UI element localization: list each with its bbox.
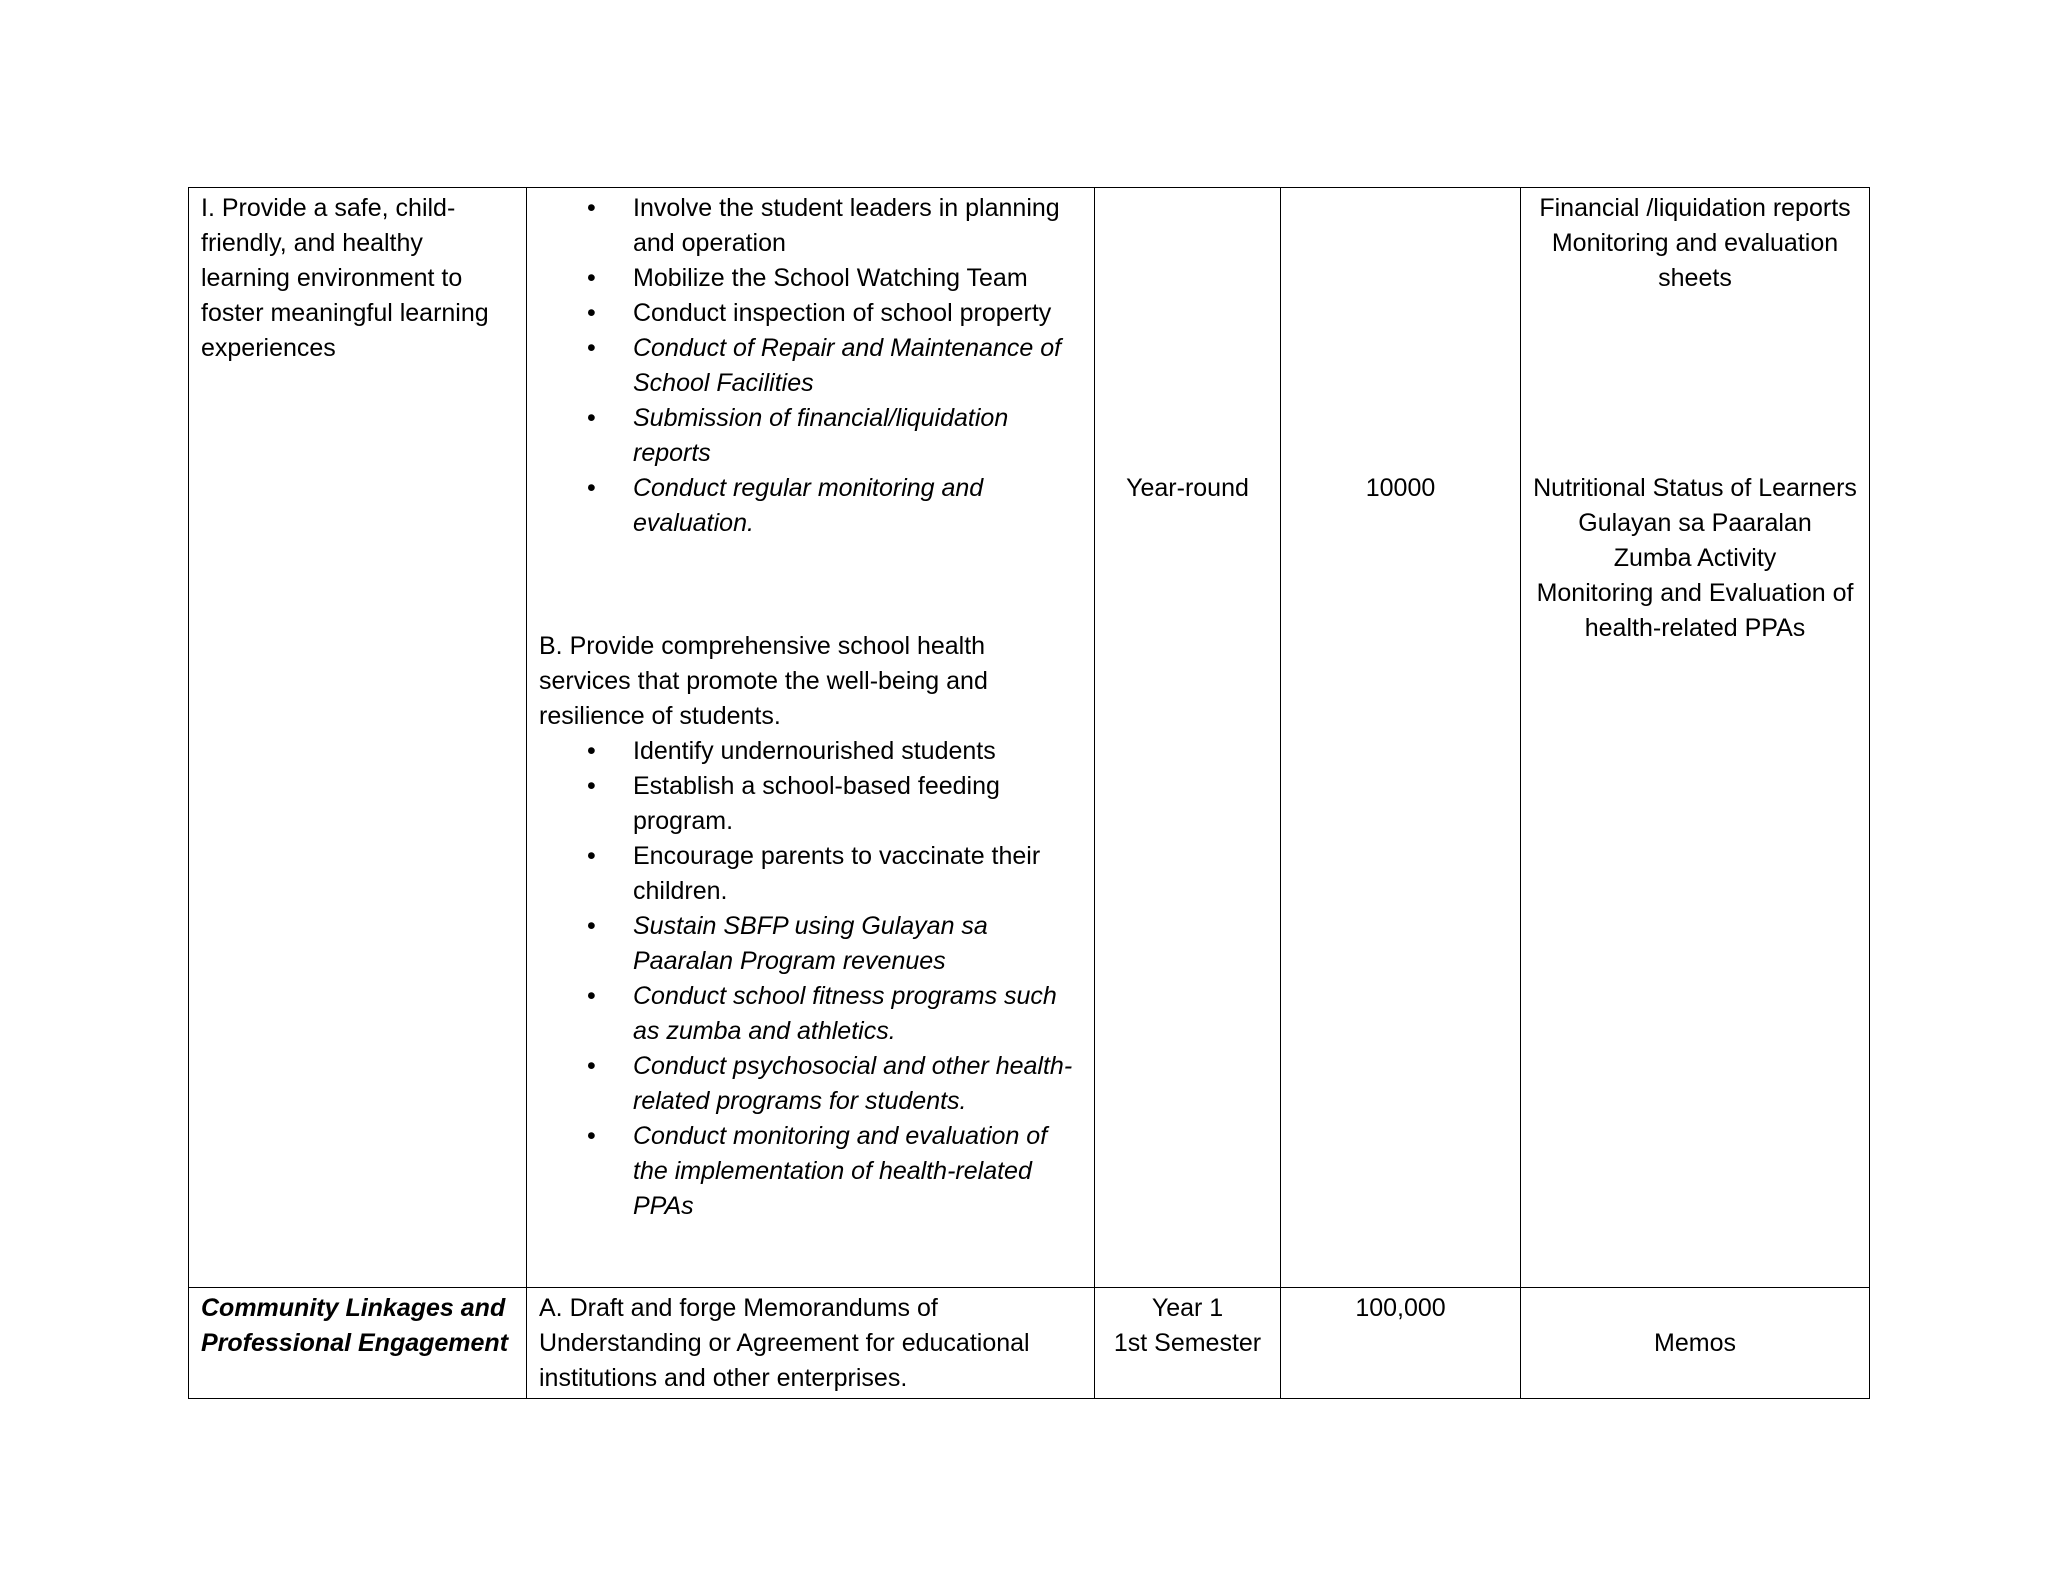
objective-text: I. Provide a safe, child-friendly, and healthy learning environment to foster meaningful learning experiences <box>201 194 489 362</box>
mov-item: Monitoring and evaluation sheets <box>1551 229 1839 292</box>
bullet-icon: • <box>587 772 596 800</box>
list-item: • Conduct inspection of school property <box>539 296 1082 331</box>
list-item: • Sustain SBFP using Gulayan sa Paaralan Program revenues <box>539 909 1082 979</box>
bullet-icon: • <box>587 982 596 1010</box>
mov-item: Monitoring and Evaluation of health-related PPAs <box>1536 579 1854 642</box>
mov-cell <box>1521 1288 1870 1399</box>
budget-value: 10000 <box>1365 474 1436 502</box>
list-item: • Conduct school fitness programs such as zumba and athletics. <box>539 979 1082 1049</box>
activities-cell <box>527 1288 1095 1399</box>
objective-text: Community Linkages and Professional Engagement <box>201 1294 509 1357</box>
bullet-icon: • <box>587 264 596 292</box>
activities-b-heading: B. Provide comprehensive school health services that promote the well-being and resilience of students. <box>539 632 988 730</box>
list-item: • Mobilize the School Watching Team <box>539 261 1082 296</box>
bullet-icon: • <box>587 912 596 940</box>
mov-item: Financial /liquidation reports <box>1539 194 1851 222</box>
activities-list-a <box>539 191 1082 541</box>
activities-list-b <box>539 734 1082 1224</box>
budget-value: 100,000 <box>1355 1294 1446 1322</box>
activities-cell <box>527 188 1095 1288</box>
mov-item: Nutritional Status of Learners <box>1533 474 1857 502</box>
objective-cell <box>189 188 527 1288</box>
budget-cell <box>1281 188 1521 1288</box>
table-row <box>189 1288 1870 1399</box>
bullet-icon: • <box>587 194 596 222</box>
time-frame-cell <box>1095 1288 1281 1399</box>
bullet-icon: • <box>587 299 596 327</box>
list-item: • Conduct monitoring and evaluation of the implementation of health-related PPAs <box>539 1119 1082 1224</box>
mov-item: Gulayan sa Paaralan <box>1578 509 1812 537</box>
mov-item: Zumba Activity <box>1613 544 1777 572</box>
time-frame-cell <box>1095 188 1281 1288</box>
activity-text: A. Draft and forge Memorandums of Understanding or Agreement for educational institutions and other enterprises. <box>539 1294 1030 1392</box>
time-frame-line: Year 1 <box>1151 1294 1224 1322</box>
list-item: • Submission of financial/liquidation reports <box>539 401 1082 471</box>
bullet-icon: • <box>587 842 596 870</box>
list-item: • Involve the student leaders in planning and operation <box>539 191 1082 261</box>
bullet-icon: • <box>587 334 596 362</box>
time-frame-value: Year-round <box>1126 474 1249 502</box>
list-item: • Establish a school-based feeding program. <box>539 769 1082 839</box>
mov-item: Memos <box>1654 1329 1736 1357</box>
bullet-icon: • <box>587 404 596 432</box>
bullet-icon: • <box>587 1052 596 1080</box>
bullet-icon: • <box>587 737 596 765</box>
mov-cell <box>1521 188 1870 1288</box>
budget-cell <box>1281 1288 1521 1399</box>
list-item: • Conduct psychosocial and other health-related programs for students. <box>539 1049 1082 1119</box>
time-frame-line: 1st Semester <box>1113 1329 1262 1357</box>
action-plan-table <box>188 187 1870 1399</box>
list-item: • Conduct regular monitoring and evaluation. <box>539 471 1082 541</box>
bullet-icon: • <box>587 474 596 502</box>
bullet-icon: • <box>587 1122 596 1150</box>
objective-cell <box>189 1288 527 1399</box>
list-item: • Conduct of Repair and Maintenance of School Facilities <box>539 331 1082 401</box>
table-row <box>189 188 1870 1288</box>
list-item: • Encourage parents to vaccinate their children. <box>539 839 1082 909</box>
list-item: • Identify undernourished students <box>539 734 1082 769</box>
